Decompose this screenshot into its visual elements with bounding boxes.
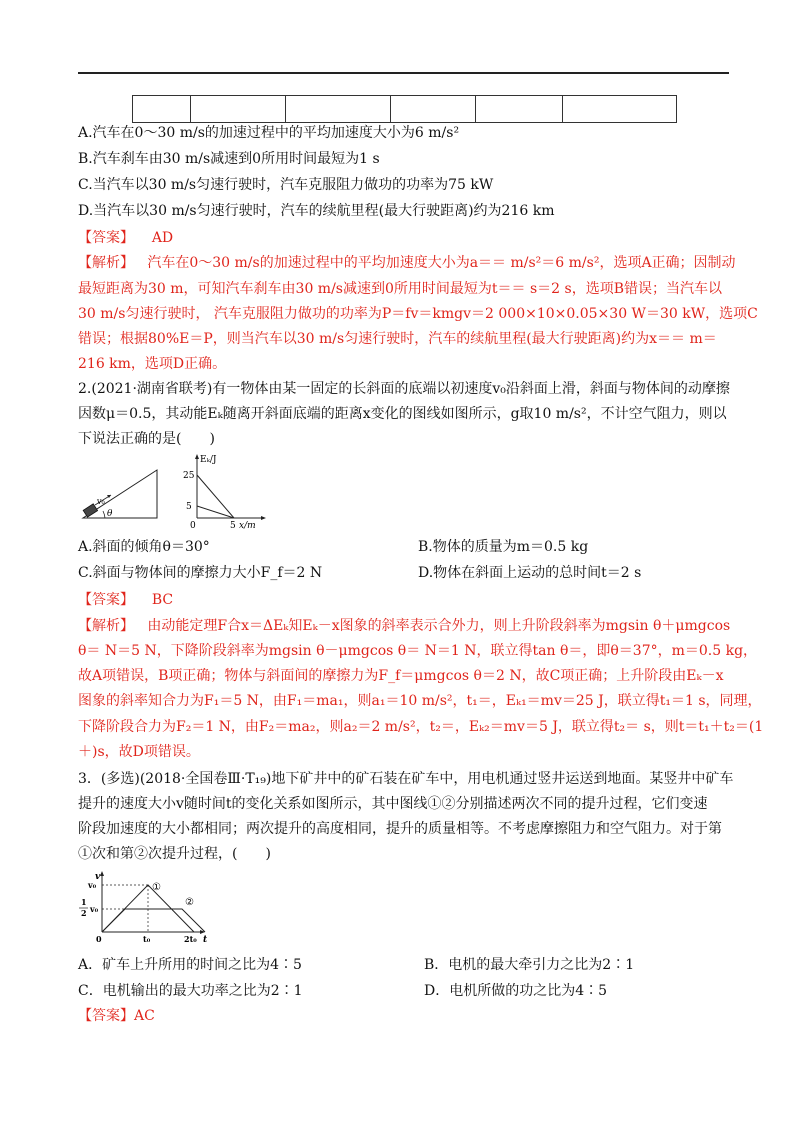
ek-x-graph	[178, 450, 273, 532]
q2-option-d: D.物体在斜面上运动的总时间t＝2 s	[418, 565, 642, 581]
vt-2t0-label: 2t₀	[184, 934, 197, 944]
q1-answer: AD	[151, 230, 174, 246]
graph-x-tick-5: 5	[230, 521, 236, 531]
incline-angle-label: θ	[107, 509, 113, 519]
q2-analysis-line-3: 故A项错误，B项正确；物体与斜面间的摩擦力为F_f＝μmgcos θ＝2 N，故C项正确；上升阶段由Eₖ－x	[78, 668, 724, 684]
graph-y-tick-25: 25	[183, 471, 195, 481]
q2-option-b: B.物体的质量为m＝0.5 kg	[418, 539, 589, 555]
q2-stem-line-2: 因数μ＝0.5，其动能Eₖ随离开斜面底端的距离x变化的图线如图所示，g取10 m/s²，不计空气阻力，则以	[78, 406, 727, 422]
q2-analysis-line-2: θ＝ N＝5 N，下降阶段斜率为mgsin θ－μmgcos θ＝ N＝1 N，联立得tan θ＝，即θ＝37°，m＝0.5 kg，	[78, 643, 758, 659]
q3-answer-tag: 【答案】	[78, 1008, 134, 1024]
q1-analysis-line-2: 最短距离为30 m，可知汽车刹车由30 m/s减速到0所用时间最短为t＝＝ s＝2 s，选项B错误；当汽车以	[78, 281, 722, 297]
q2-analysis-line-6: ＋)s，故D项错误。	[78, 744, 200, 760]
q3-stem-line-1: 3．(多选)(2018·全国卷Ⅲ·T₁₉)地下矿井中的矿石装在矿车中，用电机通过竖井运送到地面。某竖井中矿车	[78, 771, 734, 787]
incline-figure	[80, 465, 170, 525]
v-t-graph	[78, 868, 218, 946]
q2-stem-line-1: 2.(2021·湖南省联考)有一物体由某一固定的长斜面的底端以初速度v₀沿斜面上滑，斜面与物体间的动摩擦	[78, 381, 730, 397]
vt-v0b-label: v₀	[90, 904, 99, 914]
q2-analysis-line-4: 图象的斜率知合力为F₁＝5 N，由F₁＝ma₁，则a₁＝10 m/s²，t₁＝，Eₖ₁＝mv＝25 J，联立得t₁＝1 s，同理，	[78, 693, 762, 709]
vt-origin: 0	[96, 934, 102, 944]
q1-analysis-line-5: 216 km，选项D正确。	[78, 356, 227, 372]
vt-v0-label: v₀	[88, 880, 97, 890]
q3-option-c: C．电机输出的最大功率之比为2∶1	[78, 983, 303, 999]
q1-option-c: C.当汽车以30 m/s匀速行驶时，汽车克服阻力做功的功率为75 kW	[78, 177, 494, 193]
q3-option-b: B．电机的最大牵引力之比为2∶1	[424, 957, 635, 973]
incline-v0-label: v₀	[97, 497, 105, 506]
vt-t0-label: t₀	[143, 934, 151, 944]
graph-y-label: Eₖ/J	[200, 455, 217, 465]
q1-option-b: B.汽车刹车由30 m/s减速到0所用时间最短为1 s	[78, 151, 380, 167]
q1-analysis-line-1: 【解析】 汽车在0～30 m/s的加速过程中的平均加速度大小为a＝＝ m/s²＝6 m/s²，选项A正确；因制动	[78, 255, 736, 271]
q3-stem-line-4: ①次和第②次提升过程，( )	[78, 846, 271, 862]
q2-analysis-line-5: 下降阶段合力为F₂＝1 N，由F₂＝ma₂，则a₂＝2 m/s²，t₂＝，Eₖ₂＝mv＝5 J，联立得t₂＝ s，则t＝t₁＋t₂＝(1	[78, 719, 764, 735]
q2-answer-line	[78, 590, 173, 610]
q1-option-a: A.汽车在0～30 m/s的加速过程中的平均加速度大小为6 m/s²	[78, 125, 460, 141]
q2-answer-tag: 【答案】	[78, 592, 134, 608]
q2-option-c: C.斜面与物体间的摩擦力大小F_f＝2 N	[78, 565, 323, 581]
q2-answer: BC	[151, 592, 174, 608]
q2-analysis-tag: 【解析】	[78, 618, 134, 634]
q3-option-d: D．电机所做的功之比为4∶5	[424, 983, 608, 999]
q2-option-a: A.斜面的倾角θ＝30°	[78, 539, 210, 555]
vt-curve2-label: ②	[185, 897, 194, 908]
q1-analysis-tag: 【解析】	[78, 255, 134, 271]
vt-half-den: 2	[81, 908, 87, 918]
graph-y-tick-5: 5	[186, 502, 192, 512]
q1-answer-line	[78, 228, 173, 248]
q3-option-a: A．矿车上升所用的时间之比为4∶5	[78, 957, 302, 973]
q1-analysis-line-3: 30 m/s匀速行驶时， 汽车克服阻力做功的功率为P＝fv＝kmgv＝2 000×10×0.05×30 W＝30 kW，选项C	[78, 306, 758, 322]
graph-origin: 0	[190, 521, 196, 531]
q3-stem-line-3: 阶段加速度的大小都相同；两次提升的高度相同，提升的质量相等。不考虑摩擦阻力和空气阻力。对于第	[78, 821, 722, 837]
q3-stem-line-2: 提升的速度大小v随时间t的变化关系如图所示，其中图线①②分别描述两次不同的提升过程，它们变速	[78, 796, 708, 812]
vt-v-label: v	[95, 872, 101, 882]
vt-t-label: t	[203, 935, 208, 945]
q3-answer: AC	[134, 1008, 155, 1024]
graph-x-label: x/m	[239, 521, 256, 531]
q2-stem-line-3: 下说法正确的是( )	[78, 431, 215, 447]
data-table-fragment	[132, 95, 677, 123]
header-rule	[78, 72, 729, 74]
q1-option-d: D.当汽车以30 m/s匀速行驶时，汽车的续航里程(最大行驶距离)约为216 km	[78, 203, 555, 219]
q3-answer-line	[78, 1006, 155, 1026]
q1-answer-tag: 【答案】	[78, 230, 134, 246]
vt-half-num: 1	[81, 897, 87, 907]
q2-analysis-line-1: 【解析】 由动能定理F合x＝ΔEₖ知Eₖ－x图象的斜率表示合外力，则上升阶段斜率为mgsin θ＋μmgcos	[78, 618, 731, 634]
q1-analysis-line-4: 错误；根据80%E＝P，则当汽车以30 m/s匀速行驶时，汽车的续航里程(最大行驶距离)约为x＝＝ m＝	[78, 331, 717, 347]
vt-curve1-label: ①	[152, 882, 161, 893]
